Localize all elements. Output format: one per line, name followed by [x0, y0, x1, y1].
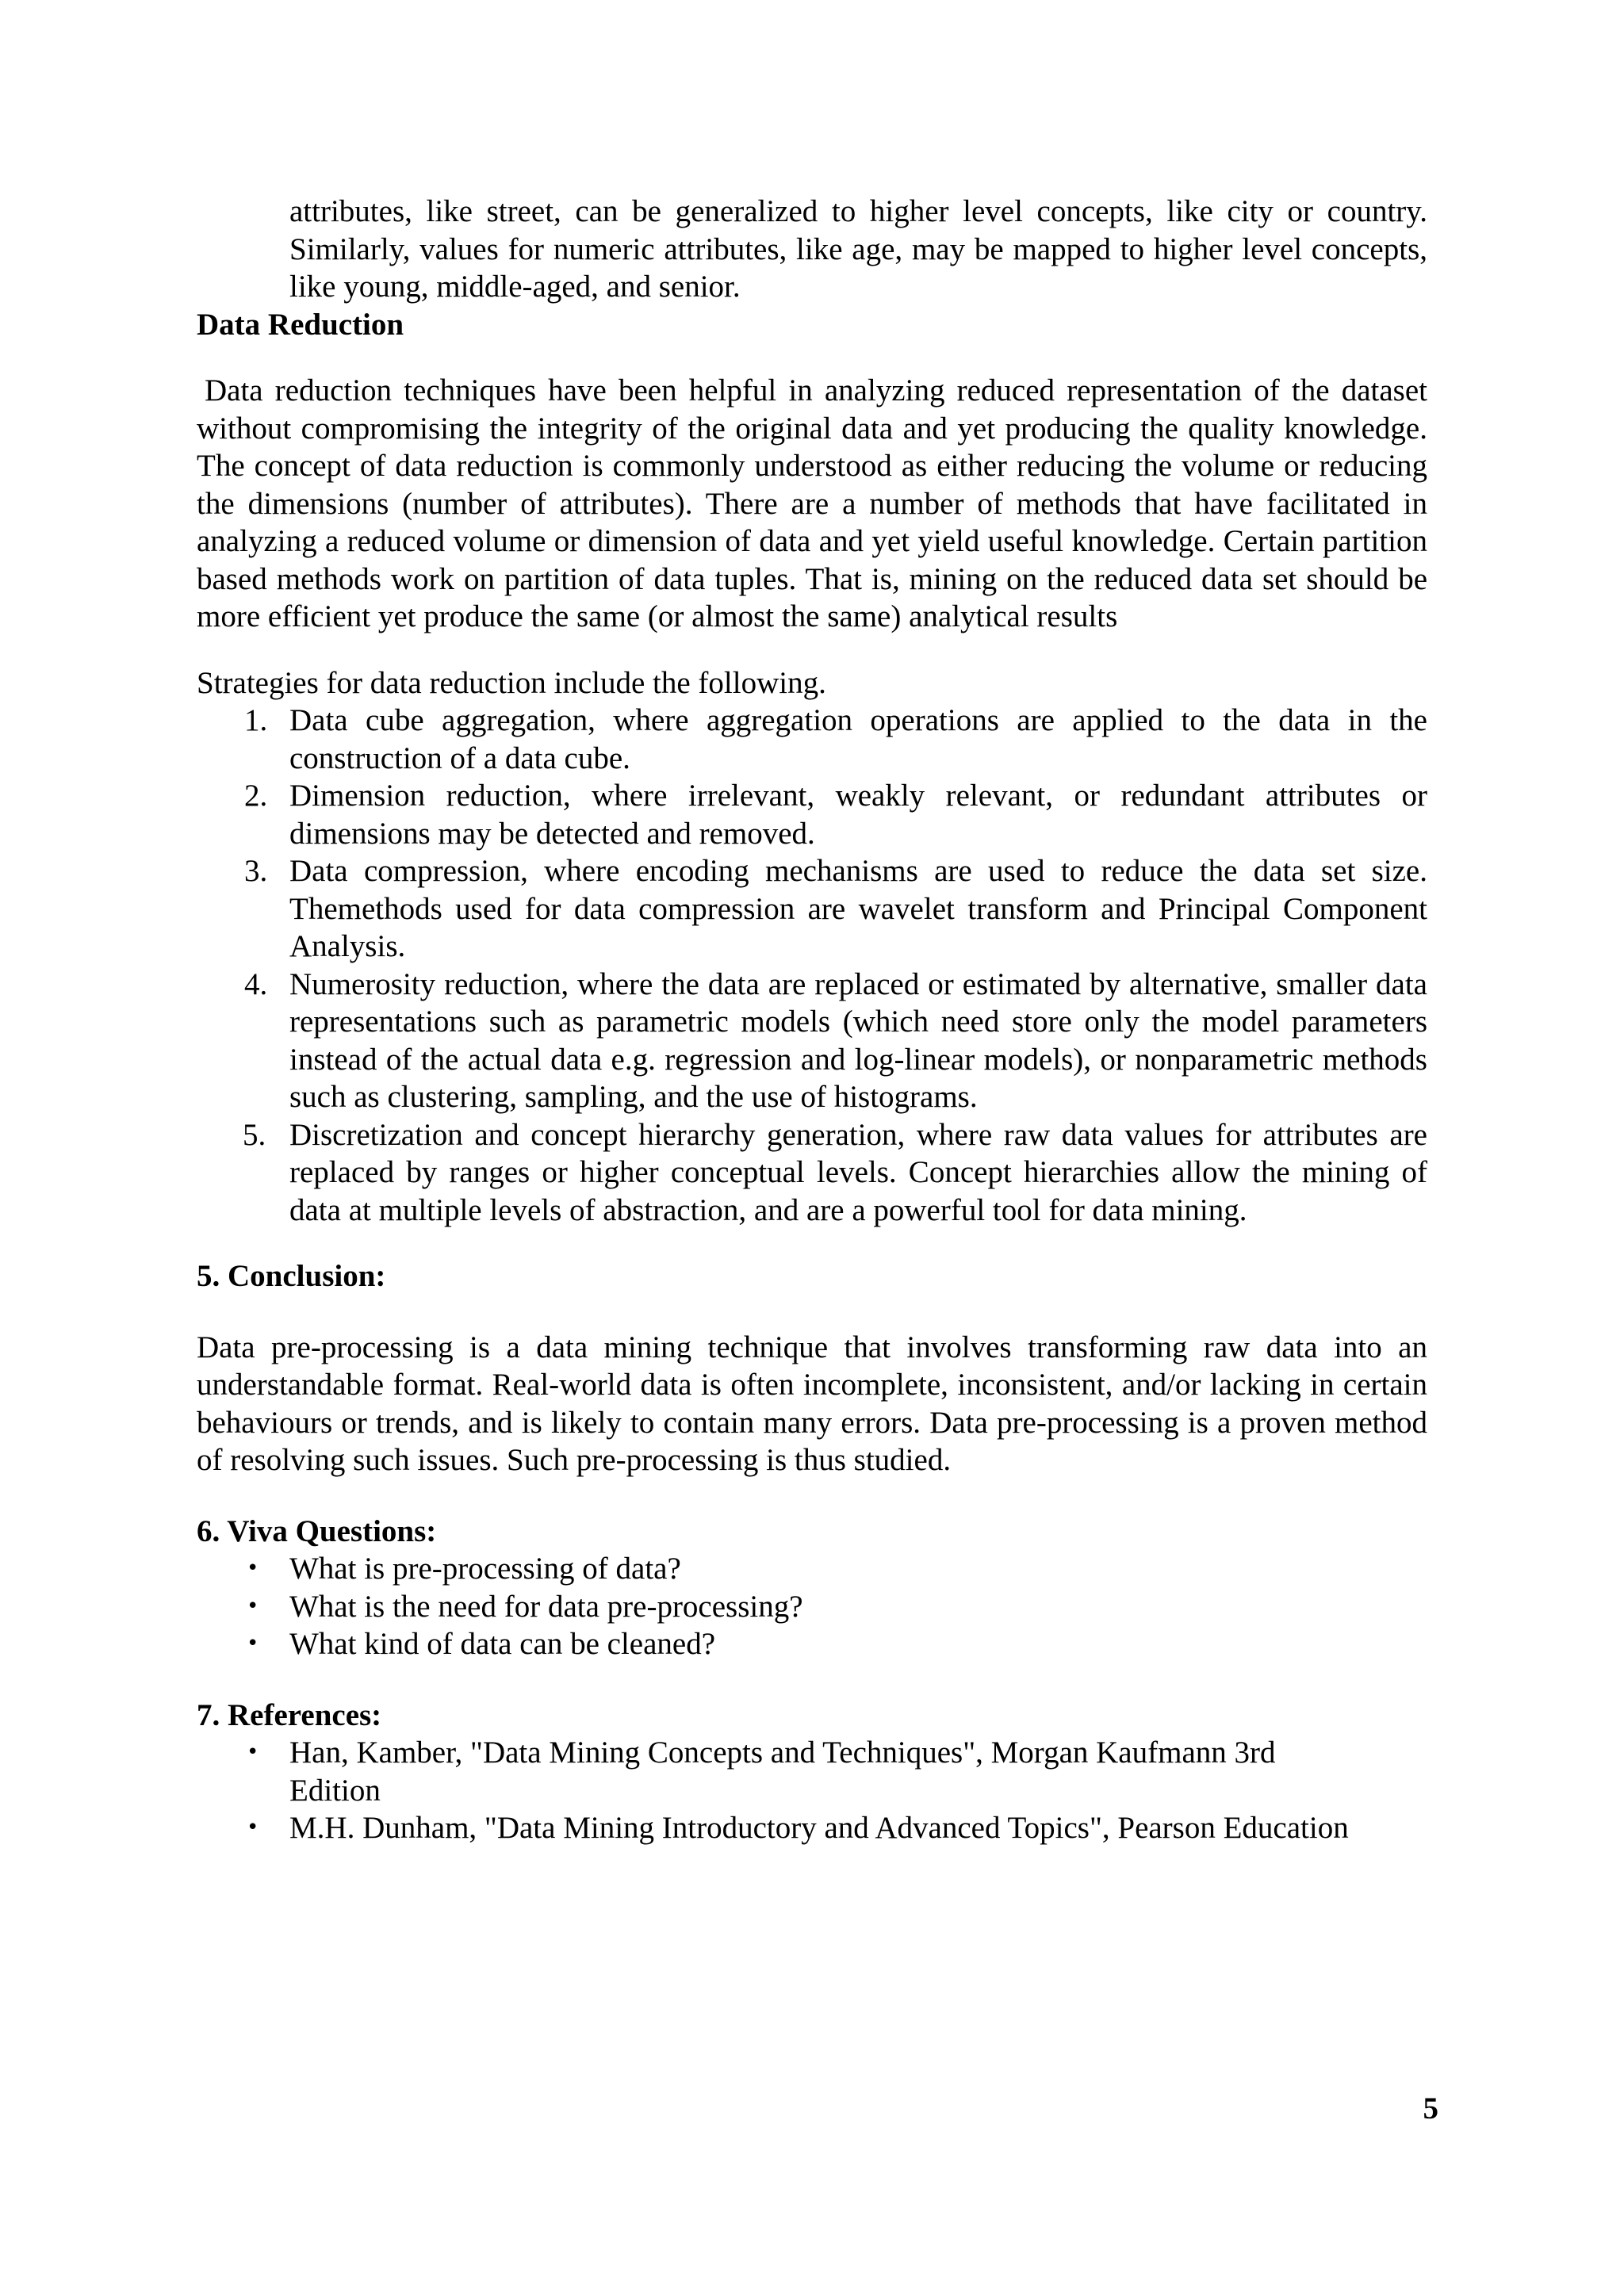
list-number: 5.	[243, 1117, 266, 1152]
list-number: 2.	[244, 779, 268, 813]
strategy-item	[197, 777, 1427, 852]
list-number: 3.	[244, 854, 268, 888]
list-number: 1.	[244, 703, 268, 737]
viva-question-text: What is the need for data pre-processing?	[289, 1589, 803, 1624]
list-number: 4.	[244, 966, 268, 1001]
strategies-list	[197, 702, 1427, 1229]
strategy-item	[197, 702, 1427, 777]
strategy-text: Discretization and concept hierarchy generation, where raw data values for attributes are replaced by ranges or higher conceptual levels. Concept hierarchies allow the mining of data at multiple levels of abstraction, and are a powerful tool for data mining.	[289, 1117, 1427, 1227]
reference-text: Han, Kamber, "Data Mining Concepts and Techniques", Morgan Kaufmann 3rd Edition	[289, 1735, 1276, 1808]
strategy-text: Data compression, where encoding mechanisms are used to reduce the data set size. Themethods used for data compression are wavelet transform and Principal Component Analysis.	[289, 854, 1427, 963]
page-number: 5	[1423, 2091, 1438, 2126]
bullet-icon: •	[247, 1594, 259, 1618]
page-content	[197, 193, 1427, 1847]
data-reduction-paragraph: Data reduction techniques have been helpful in analyzing reduced representation of the dataset without compromising the integrity of the original data and yet producing the quality knowledge. The concept of data reduction is commonly understood as either reducing the volume or reducing the dimensions (number of attributes). There are a number of methods that have facilitated in analyzing a reduced volume or dimension of data and yet yield useful knowledge. Certain partition based methods work on partition of data tuples. That is, mining on the reduced data set should be more efficient yet produce the same (or almost the same) analytical results	[197, 373, 1427, 633]
references-list	[197, 1734, 1427, 1847]
data-reduction-heading: Data Reduction	[197, 307, 404, 342]
conclusion-paragraph: Data pre-processing is a data mining technique that involves transforming raw data into an understandable format. Real-world data is often incomplete, inconsistent, and/or lacking in certain behaviours or trends, and is likely to contain many errors. Data pre-processing is a proven method of resolving such issues. Such pre-processing is thus studied.	[197, 1330, 1427, 1477]
list-item	[197, 1734, 1427, 1809]
bullet-icon: •	[247, 1740, 259, 1764]
strategy-text: Data cube aggregation, where aggregation operations are applied to the data in the construction of a data cube.	[289, 703, 1427, 775]
bullet-icon: •	[247, 1556, 259, 1580]
list-item	[197, 1588, 1427, 1626]
list-item	[197, 1809, 1427, 1847]
bullet-icon: •	[247, 1816, 259, 1839]
list-item	[197, 1550, 1427, 1588]
conclusion-heading: 5. Conclusion:	[197, 1259, 386, 1293]
references-heading: 7. References:	[197, 1697, 382, 1732]
viva-question-text: What kind of data can be cleaned?	[289, 1627, 716, 1661]
strategies-intro: Strategies for data reduction include the following.	[197, 665, 826, 700]
strategy-text: Dimension reduction, where irrelevant, weakly relevant, or redundant attributes or dimensions may be detected and removed.	[289, 779, 1427, 851]
strategy-item	[197, 852, 1427, 966]
viva-heading: 6. Viva Questions:	[197, 1513, 437, 1548]
strategy-item	[197, 966, 1427, 1116]
strategy-item	[197, 1116, 1427, 1230]
viva-question-text: What is pre-processing of data?	[289, 1552, 681, 1586]
viva-questions-list	[197, 1550, 1427, 1663]
reference-text: M.H. Dunham, "Data Mining Introductory and Advanced Topics", Pearson Education	[289, 1811, 1349, 1845]
intro-paragraph: attributes, like street, can be generalized to higher level concepts, like city or country. Similarly, values for numeric attributes, like age, may be mapped to higher level concepts, like young, middle-aged, and senior.	[289, 194, 1427, 304]
strategy-text: Numerosity reduction, where the data are replaced or estimated by alternative, smaller data representations such as parametric models (which need store only the model parameters instead of the actual data e.g. regression and log-linear models), or nonparametric methods such as clustering, sampling, and the use of histograms.	[289, 966, 1427, 1114]
bullet-icon: •	[247, 1632, 259, 1655]
list-item	[197, 1625, 1427, 1663]
